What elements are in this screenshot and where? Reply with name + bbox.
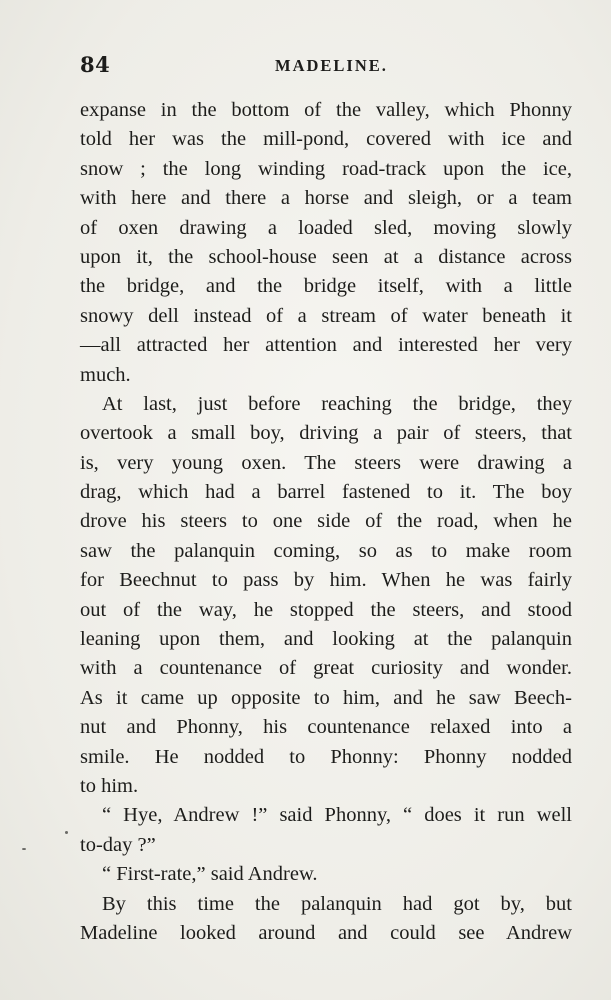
text-line: out of the way, he stopped the steers, and stood xyxy=(80,598,572,621)
text-line: At last, just before reaching the bridge, they xyxy=(102,392,572,415)
text-line: leaning upon them, and looking at the palanquin xyxy=(80,628,572,651)
print-speck xyxy=(65,831,68,834)
text-line: with here and there a horse and sleigh, or a team xyxy=(80,187,572,210)
text-line: —all attracted her attention and interested her very xyxy=(80,334,572,357)
text-line: with a countenance of great curiosity and wonder. xyxy=(80,657,572,680)
text-line: “ Hye, Andrew !” said Phonny, “ does it run well xyxy=(102,804,572,827)
page-body-text xyxy=(80,96,572,948)
text-line: expanse in the bottom of the valley, which Phonny xyxy=(80,99,572,121)
text-line: By this time the palanquin had got by, but xyxy=(102,892,572,915)
running-head-title: MADELINE. xyxy=(275,56,388,75)
text-line: for Beechnut to pass by him. When he was fairly xyxy=(80,569,572,592)
text-line: much. xyxy=(80,363,131,386)
text-line: to-day ?” xyxy=(80,833,156,856)
text-line: overtook a small boy, driving a pair of steers, that xyxy=(80,422,572,445)
page-header xyxy=(80,52,572,82)
print-speck xyxy=(22,848,26,850)
text-line: “ First-rate,” said Andrew. xyxy=(102,863,318,886)
text-line: smile. He nodded to Phonny: Phonny nodded xyxy=(80,745,572,768)
text-line: saw the palanquin coming, so as to make room xyxy=(80,539,572,562)
text-line: is, very young oxen. The steers were drawing a xyxy=(80,451,572,474)
text-line: the bridge, and the bridge itself, with a little xyxy=(80,275,572,298)
text-line: to him. xyxy=(80,774,139,797)
text-line: upon it, the school-house seen at a distance across xyxy=(80,245,572,268)
text-line: told her was the mill-pond, covered with ice and xyxy=(80,128,572,151)
text-line: snowy dell instead of a stream of water beneath it xyxy=(80,304,572,327)
text-line: As it came up opposite to him, and he saw Beech- xyxy=(80,686,572,709)
text-line: Madeline looked around and could see Andrew xyxy=(80,921,572,944)
text-line: snow ; the long winding road-track upon the ice, xyxy=(80,157,572,180)
text-line: drove his steers to one side of the road, when he xyxy=(80,510,572,533)
text-line: drag, which had a barrel fastened to it. The boy xyxy=(80,481,572,504)
text-line: of oxen drawing a loaded sled, moving slowly xyxy=(80,216,572,239)
page-number: 84 xyxy=(80,52,111,77)
text-line: nut and Phonny, his countenance relaxed into a xyxy=(80,716,572,739)
